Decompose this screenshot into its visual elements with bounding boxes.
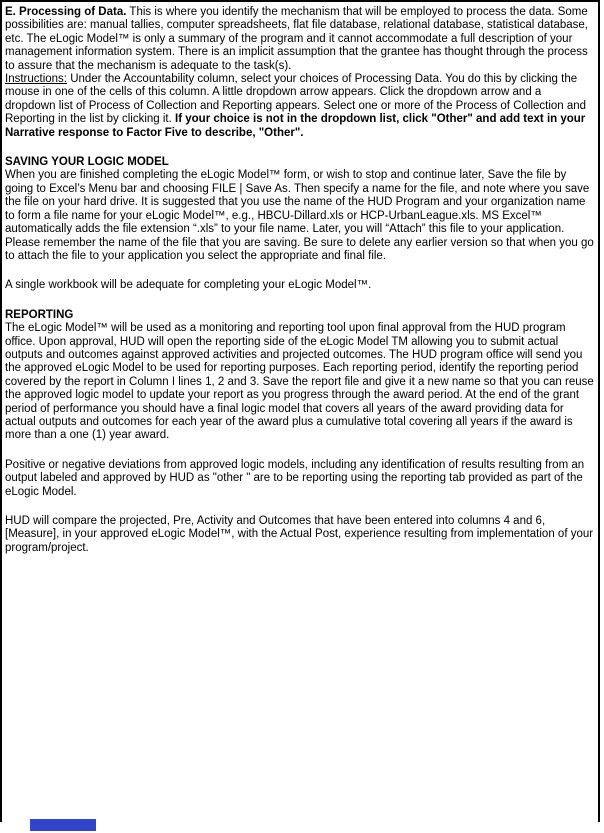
- instructions-bold-note: If your choice is not in the dropdown list, click "Other" and add text in your Narrative response to Factor Five to describe, "Other".: [5, 113, 586, 139]
- paragraph-instructions: [5, 73, 595, 140]
- paragraph-saving-body: When you are finished completing the eLogic Model™ form, or wish to stop and continue later, Save the file by going to Excel’s Menu bar and choosing FILE | Save As. Then specify a name for the file, and note where you save the file on your hard drive. It is suggested that you use the name of the HUD Program and your organization name to form a file name for your eLogic Model™, e.g., HBCU-Dillard.xls or HCP-UrbanLeague.xls. MS Excel™ automatically adds the file extension “.xls” to your file name. Later, you will “Attach” this file to your application. Please remember the name of the file that you are saving. Be sure to delete any earlier version so that when you go to attach the file to your application you select the appropriate and final file.: [5, 169, 594, 262]
- instructions-body: Under the Accountability column, select your choices of Processing Data. You do this by clicking the mouse in one of the cells of this column. A little dropdown arrow appears. Click the dropdown arrow and a dropdown list of Process of Collection and Reporting appears. Select one or more of the Process of Collection and Reporting in the list by clicking it.: [5, 73, 587, 126]
- paragraph-processing-of-data: [5, 6, 595, 73]
- paragraph-reporting-body: The eLogic Model™ will be used as a monitoring and reporting tool upon final approval from the HUD program office. Upon approval, HUD will open the reporting side of the eLogic Model TM allowing you to submit actual outputs and outcomes against approved activities and projected outcomes. The HUD program office will send you the approved eLogic Model to be used for reporting purposes. Each reporting period, identify the reporting period covered by the report in Column I lines 1, 2 and 3. Save the report file and give it a new name so that you can reuse the approved logic model to update your report as you progress through the award period. At the end of the grant period of performance you should have a final logic model that covers all years of the award providing data for actual outputs and outcomes for each year of the award plus a cumulative total covering all years if the award is more than a one (1) year award.: [5, 322, 594, 442]
- processing-of-data-lead: E. Processing of Data.: [5, 6, 127, 18]
- reporting-heading: REPORTING: [5, 308, 74, 321]
- sheet-tab[interactable]: [30, 819, 96, 831]
- instructions-label: Instructions:: [5, 73, 67, 86]
- paragraph-workbook-note: A single workbook will be adequate for completing your eLogic Model™.: [5, 279, 372, 292]
- paragraph-hud-comparison: HUD will compare the projected, Pre, Activity and Outcomes that have been entered into columns 4 and 6, [Measure], in your approved eLogic Model™, with the Actual Post, experience resulting from implementation of your program/project.: [5, 515, 594, 554]
- processing-of-data-body: This is where you identify the mechanism that will be employed to process the data. Some possibilities are: manual tallies, computer spreadsheets, flat file database, relational database, statistical database, etc. The eLogic Model™ is only a summary of the program and it cannot accommodate a full description of your management information system. There is an implicit assumption that the grantee has thought through the process to assure that the mechanism is adequate to the task(s).: [5, 6, 588, 72]
- paragraph-deviations: Positive or negative deviations from approved logic models, including any identification of results resulting from an output labeled and approved by HUD as "other " are to be reporting using the reporting tab provided as part of the eLogic Model.: [5, 458, 585, 498]
- saving-heading: SAVING YOUR LOGIC MODEL: [5, 156, 169, 169]
